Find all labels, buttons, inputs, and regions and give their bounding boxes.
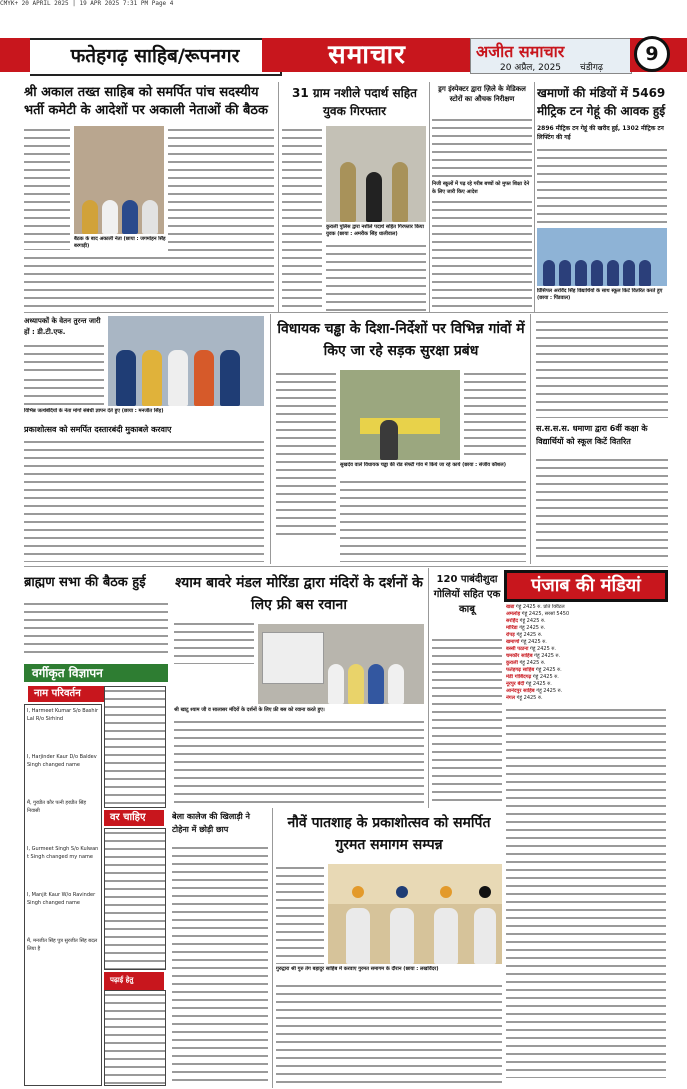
row-rule: [24, 566, 668, 567]
column-rule: [270, 314, 271, 564]
article-body: [432, 198, 532, 312]
news-photo: [258, 624, 424, 704]
article-body: [174, 620, 254, 664]
news-photo: [340, 370, 460, 460]
issue-date: 20 अप्रैल, 2025: [500, 63, 562, 73]
headline-medical: ड्रग इंस्पेक्टर द्वारा ज़िले के मेडिकल स्टोरों का औचक निरीक्षण: [438, 85, 526, 103]
mandi-row: नूरपुर बेदी गेहूं 2425 रु.: [506, 681, 552, 687]
headline-sports: बेला कालेज की खिलाड़ी ने टोहेना में छोड़ी छाप: [172, 812, 250, 834]
article-body: [326, 242, 426, 312]
article-body: [340, 478, 526, 562]
column-rule: [428, 568, 429, 808]
classified-item: I, Harjinder Kaur D/o Baldev Singh changed name: [27, 754, 97, 768]
article-body: [276, 982, 502, 1084]
news-photo: [108, 316, 264, 406]
mandi-row: अमलोह गेहूं 2425, सरसों 5450: [506, 611, 570, 617]
mandi-row: बस्सी पठाना गेहूं 2425 रु.: [506, 646, 556, 652]
column-rule: [534, 82, 535, 312]
article-body: [174, 718, 424, 804]
headline-shyam-bawre: श्याम बावरे मंडल मोरिंडा द्वारा मंदिरों के दर्शनों के लिए फ्री बस रवाना: [175, 575, 423, 613]
photo-caption: बैठक के बाद अकाली नेता (छाया : जगमोहन सिंह बरगाड़ी): [74, 236, 166, 249]
wanted-ribbon: वर चाहिए: [104, 810, 164, 826]
article-body: [276, 864, 324, 964]
mandi-row: खन्ना गेहूं 2425 रु. प्रति क्विंटल: [506, 604, 565, 610]
photo-caption: गुरुद्वारा श्री गुरु तेग बहादुर साहिब में करवाए गुरमत समागम के दौरान (छाया : लखविंदर): [276, 966, 439, 972]
print-info-line: CMYK+ 20 APRIL 2025 | 19 APR 2025 7:31 PM Page 4: [0, 0, 174, 7]
photo-caption: विभिन्न जत्थेबंदियों के नेता मांगों संबंधी ज्ञापन देते हुए (छाया : मनजीत सिंह): [24, 408, 164, 414]
mandi-row: सरहिंद गेहूं 2425 रु.: [506, 618, 546, 624]
headline-gurmat-samagam: नौवें पातशाह के प्रकाशोत्सव को समर्पित गुरमत समागम सम्पन्न: [287, 815, 491, 853]
edition-place: चंडीगढ़: [580, 63, 603, 73]
page-number: 9: [634, 36, 670, 72]
article-body: [24, 254, 174, 308]
article-body: [24, 376, 104, 406]
photo-caption: श्री खाटू श्याम जी व सालासर मंदिरों के दर्शनों के लिए फ्री बस को रवाना करते हुए।: [174, 707, 325, 713]
article-body: [432, 116, 532, 178]
mandi-row: खमाणों गेहूं 2425 रु.: [506, 639, 547, 645]
mandi-row: नंगल गेहूं 2425 रु.: [506, 695, 543, 701]
headline-road-safety: विधायक चड्ढा के दिशा-निर्देशों पर विभिन्न गांवों में किए जा रहे सड़क सुरक्षा प्रबंध: [277, 321, 525, 359]
mandi-rates-list: [506, 604, 666, 1080]
column-rule: [429, 82, 430, 312]
article-body: [168, 126, 274, 308]
article-body: [24, 126, 70, 250]
masthead-left-strip: [0, 38, 30, 72]
news-photo: [537, 228, 667, 286]
photo-caption: कुराली पुलिस द्वारा नशीले पदार्थ सहित गिरफ्तार किया युवक (छाया : अमरीक सिंह धालीवाल): [326, 224, 424, 237]
headline-brahmin-sabha: ब्राह्मण सभा की बैठक हुई: [24, 575, 146, 590]
mandi-row: मंडी गोबिंदगढ़ गेहूं 2425 रु.: [506, 674, 559, 680]
article-body: [432, 636, 502, 804]
mandi-row: फतेहगढ़ साहिब गेहूं 2425 रु.: [506, 667, 562, 673]
mandi-row: रोपड़ गेहूं 2425 रु.: [506, 632, 543, 638]
article-body: [24, 438, 264, 562]
article-body: [536, 318, 668, 418]
newspaper-name: अजीत समाचार: [476, 42, 565, 61]
column-rule: [272, 808, 273, 1088]
page-section-title: समाचार: [262, 38, 472, 72]
classified-item: मैं, मनजीत सिंह पुत्र सुरजीत सिंह बदल लिया है: [27, 938, 98, 952]
study-abroad-ribbon: पढ़ाई हेतु: [104, 972, 164, 1004]
headline-intoxicant: 31 ग्राम नशीले पदार्थ सहित युवक गिरफ्तार: [292, 86, 417, 118]
column-rule: [530, 314, 531, 564]
classified-item: मैं, गुरप्रीत कौर पत्नी हरप्रीत सिंह निवासी: [27, 800, 87, 814]
photo-caption: सुखदेव वाले विधायक चड्ढा की रोड सेफ्टी गांव में किये जा रहे कार्य (छाया : संजीव कौशल): [340, 462, 506, 468]
mandi-row: आनंदपुर साहिब गेहूं 2425 रु.: [506, 688, 563, 694]
headline-turban-competition: प्रकाशोत्सव को समर्पित दस्तारबंदी मुकाबले करवाए: [24, 425, 172, 434]
article-body: [282, 126, 322, 312]
headline-school-kits: स.स.स.स. धमाणा द्वारा 6वीं कक्षा के विद्यार्थियों को स्कूल किटें वितरित: [536, 424, 648, 446]
mandi-rates-detail: [506, 706, 666, 1078]
subheadline-education: निजी स्कूलों में पढ़ रहे गरीब बच्चों को मुफ्त शिक्षा देने के लिए जारी किए आदेश: [432, 181, 530, 195]
classified-item: I, Gurmeet Singh S/o Kulwant Singh changed my name: [27, 846, 99, 860]
news-photo: [328, 864, 502, 964]
headline-bullets-arrest: 120 पाबंदीशुदा गोलियों सहित एक काबू: [433, 574, 501, 615]
classified-item: I, Harmeet Kumar S/o Bashir Lal R/o Sirhind: [27, 708, 99, 722]
row-rule: [24, 312, 668, 313]
article-body: [276, 370, 336, 536]
classified-column-right: [104, 686, 166, 808]
news-photo: [326, 126, 426, 222]
subheadline-wheat: 2896 मीट्रिक टन गेहूं की खरीद हुई, 1302 मीट्रिक टन लिफ्टिंग की गई: [537, 125, 664, 141]
classified-column-right: [104, 828, 166, 970]
news-photo: [74, 126, 164, 234]
mandi-row: मोरिंडा गेहूं 2425 रु.: [506, 625, 546, 631]
article-body: [536, 456, 668, 562]
mandi-row: चमकौर साहिब गेहूं 2425 रु.: [506, 653, 561, 659]
article-body: [24, 342, 104, 372]
mandi-row: कुराली गेहूं 2425 रु.: [506, 660, 546, 666]
page-section-city: फतेहगढ़ साहिब/रूपनगर: [30, 38, 282, 76]
classified-column-right: [104, 990, 166, 1086]
classified-column-left: [24, 704, 102, 1086]
article-body: [24, 600, 168, 658]
classified-item: I, Manjit Kaur W/o Ravinder Singh changed name: [27, 892, 96, 906]
article-body: [172, 844, 268, 1084]
article-body: [537, 146, 667, 224]
classified-title: वर्गीकृत विज्ञापन: [24, 664, 168, 682]
column-rule: [278, 82, 279, 312]
headline-wheat-arrival: खमाणों की मंडियों में 5469 मीट्रिक टन गेहूं की आवक हुई: [537, 86, 666, 118]
headline-akal-takht: श्री अकाल तख्त साहिब को समर्पित पांच सदस्यीय भर्ती कमेटी के आदेशों पर अकाली नेताओं की बैठक: [24, 85, 268, 118]
mandi-rates-title: पंजाब की मंडियां: [504, 570, 668, 602]
headline-teachers: अध्यापकों के वेतन तुरन्त जारी हों : डी.टी.एफ.: [24, 317, 101, 336]
name-change-ribbon: नाम परिवर्तन: [28, 686, 108, 702]
photo-caption: प्रिंसिपल अरविंद सिंह विद्यार्थियों के साथ स्कूल किटें वितरित करते हुए (छाया : पिंडवाल): [537, 288, 663, 301]
article-body: [464, 370, 526, 460]
